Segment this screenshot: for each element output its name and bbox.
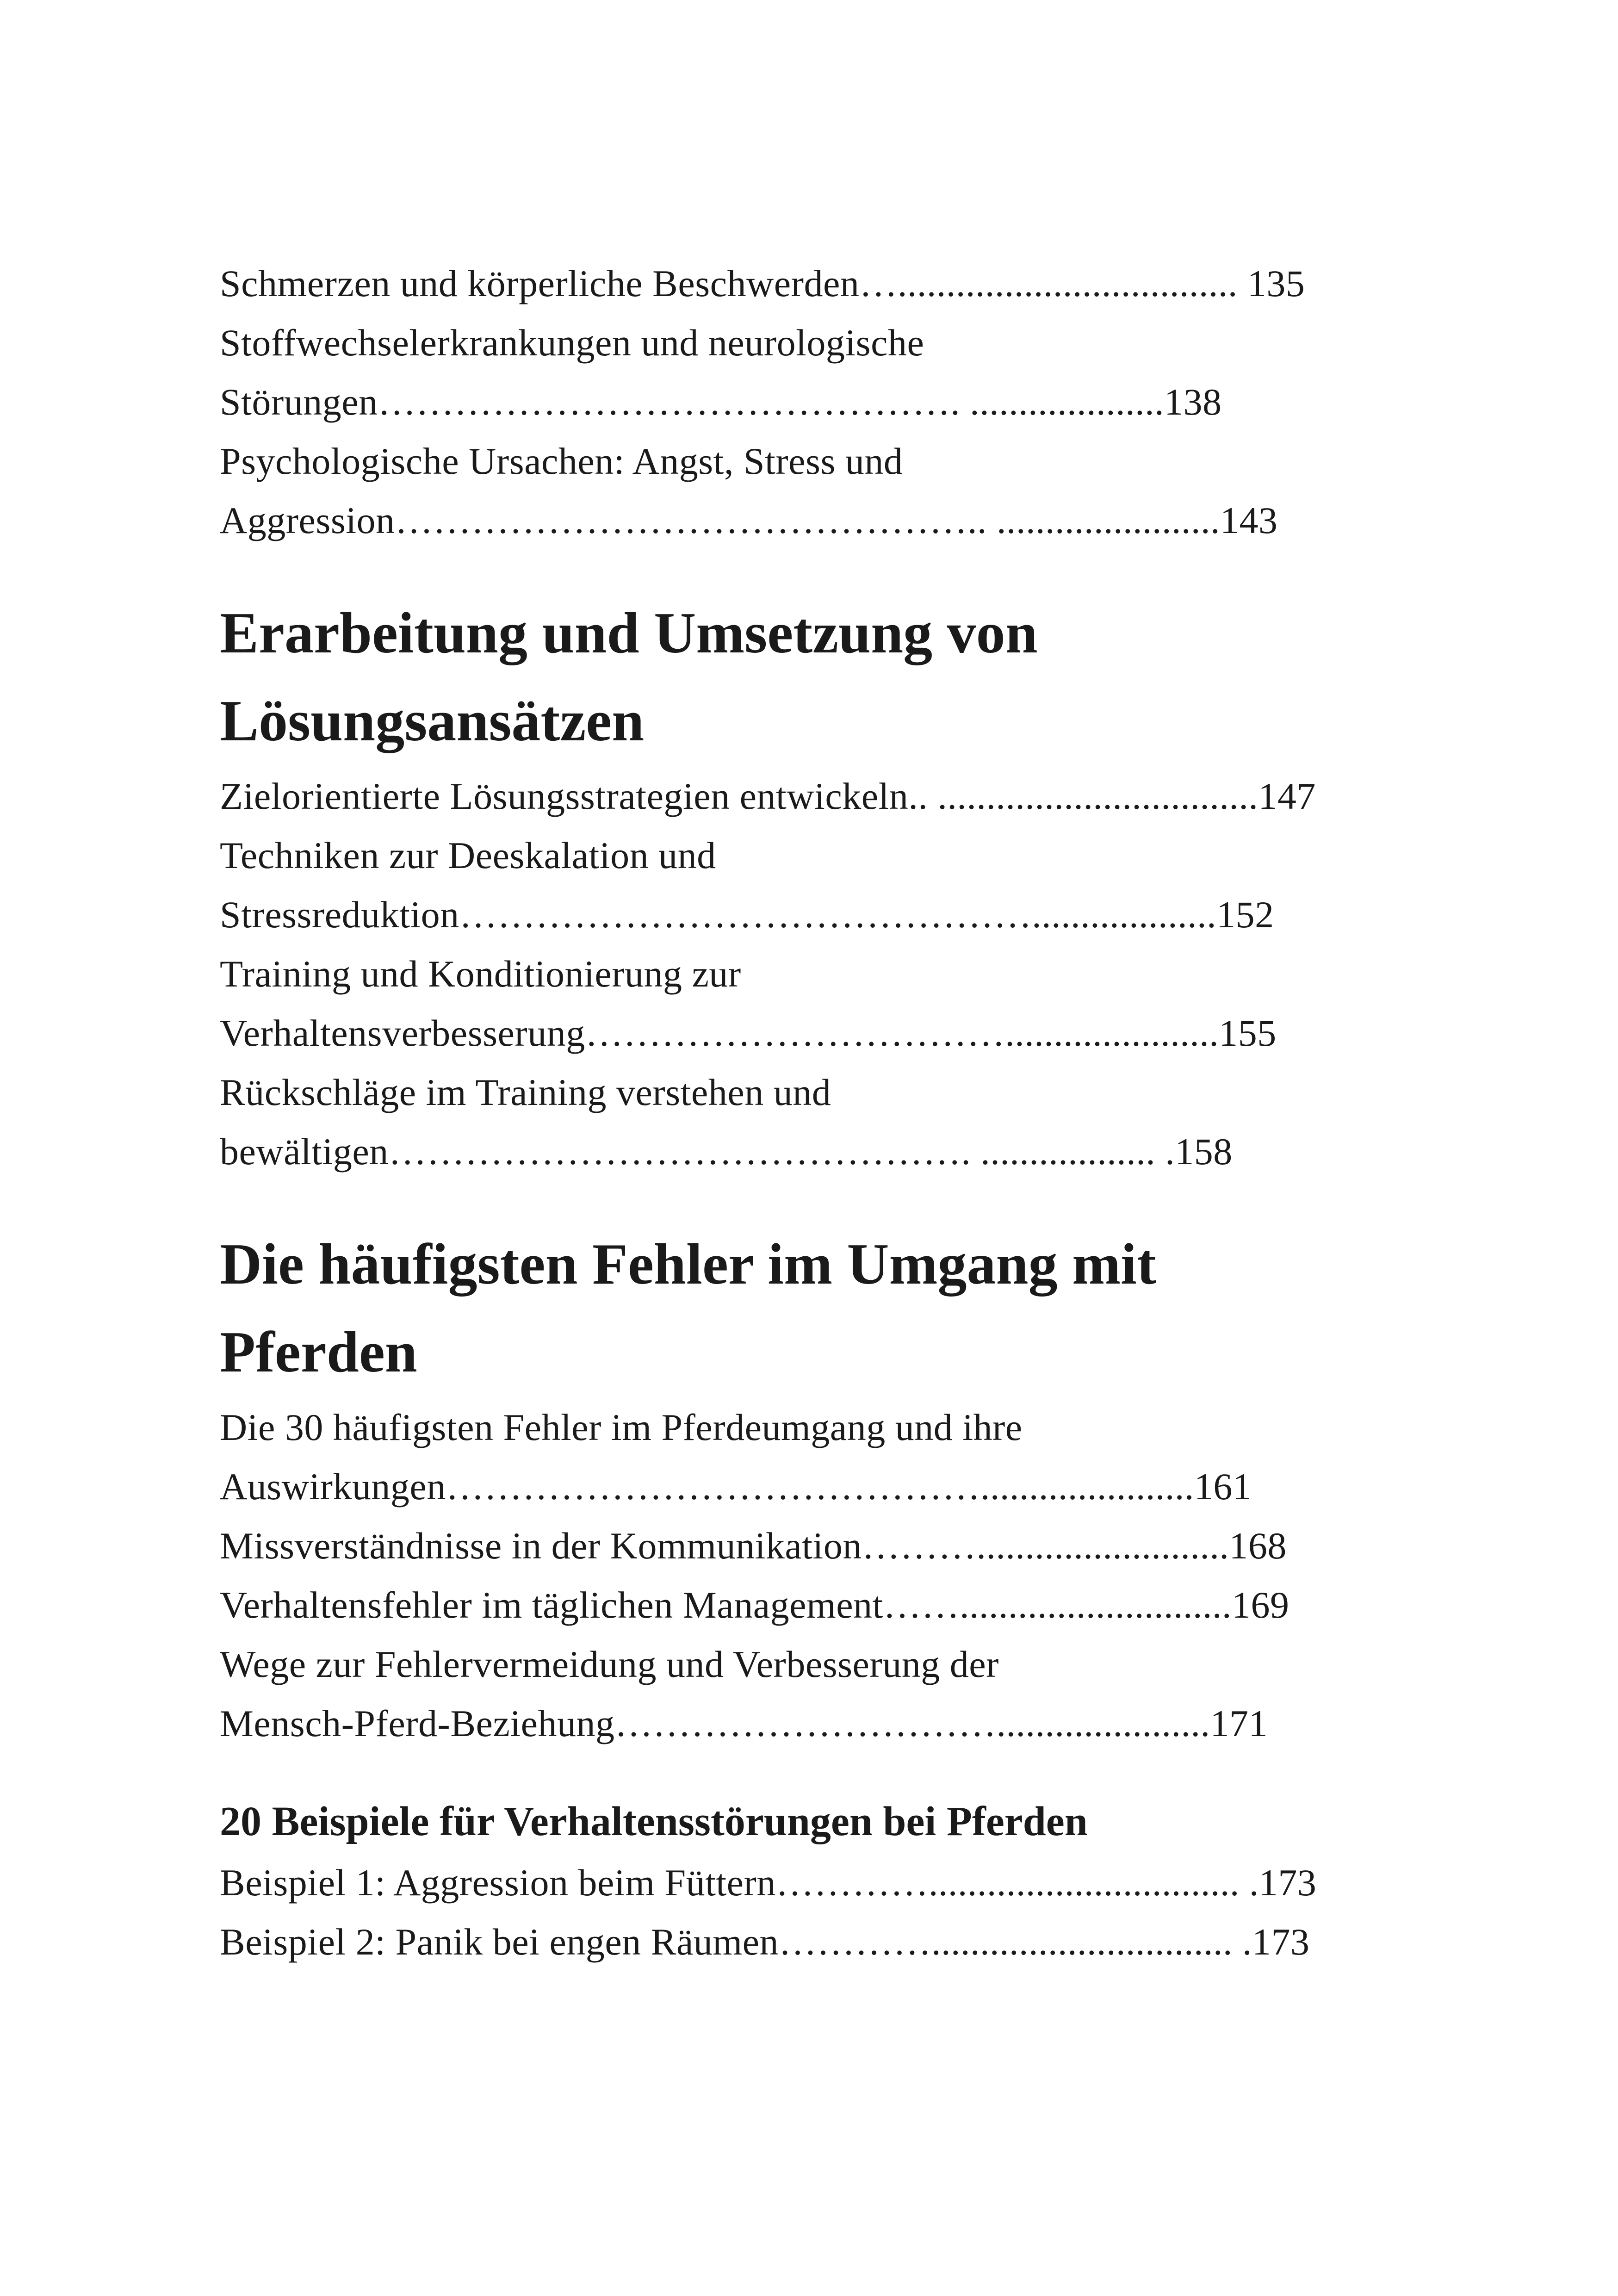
section-heading-beispiele: 20 Beispiele für Verhaltensstörungen bei Pferden <box>220 1799 1088 1844</box>
toc-entry-stoffwechsel-line2: Störungen………………………………………. ....................138 <box>220 381 1222 423</box>
toc-entry-30-fehler-line2: Auswirkungen……………………………………......................161 <box>220 1465 1252 1508</box>
section-heading-fehler-line1: Die häufigsten Fehler im Umgang mit <box>220 1232 1156 1297</box>
toc-entry-psychologische-line1: Psychologische Ursachen: Angst, Stress und <box>220 440 903 482</box>
toc-entry-missverstaendnisse: Missverständnisse in der Kommunikation………..........................168 <box>220 1525 1287 1567</box>
section-heading-loesungsansaetze-line1: Erarbeitung und Umsetzung von <box>220 601 1038 665</box>
toc-entry-fehlervermeidung-line1: Wege zur Fehlervermeidung und Verbesserung der <box>220 1643 999 1685</box>
toc-entry-konditionierung-line1: Training und Konditionierung zur <box>220 953 741 995</box>
toc-entry-fehlervermeidung-line2: Mensch-Pferd-Beziehung…………………………......................171 <box>220 1702 1268 1744</box>
toc-entry-schmerzen: Schmerzen und körperliche Beschwerden…................................... 135 <box>220 262 1305 304</box>
toc-entry-30-fehler-line1: Die 30 häufigsten Fehler im Pferdeumgang und ihre <box>220 1406 1023 1448</box>
section-heading-fehler-line2: Pferden <box>220 1320 417 1384</box>
toc-entry-deeskalation-line2: Stressreduktion………………………………………...................152 <box>220 894 1274 936</box>
toc-entry-verhaltensfehler: Verhaltensfehler im täglichen Management……............................169 <box>220 1584 1289 1626</box>
toc-entry-rueckschlaege-line1: Rückschläge im Training verstehen und <box>220 1071 831 1113</box>
toc-entry-beispiel-2: Beispiel 2: Panik bei engen Räumen…………............................... .173 <box>220 1921 1310 1963</box>
toc-entry-konditionierung-line2: Verhaltensverbesserung……………………………......................155 <box>220 1012 1277 1054</box>
toc-entry-rueckschlaege-line2: bewältigen………………………………………. .................. .158 <box>220 1130 1233 1173</box>
toc-entry-psychologische-line2: Aggression……………………………………….. .......................143 <box>220 499 1278 541</box>
section-heading-loesungsansaetze-line2: Lösungsansätzen <box>220 689 645 753</box>
toc-entry-deeskalation-line1: Techniken zur Deeskalation und <box>220 834 716 876</box>
toc-entry-zielorientierte: Zielorientierte Lösungsstrategien entwickeln.. .................................147 <box>220 775 1316 817</box>
toc-entry-stoffwechsel-line1: Stoffwechselerkrankungen und neurologische <box>220 322 924 364</box>
toc-entry-beispiel-1: Beispiel 1: Aggression beim Füttern…………................................ .173 <box>220 1862 1317 1904</box>
